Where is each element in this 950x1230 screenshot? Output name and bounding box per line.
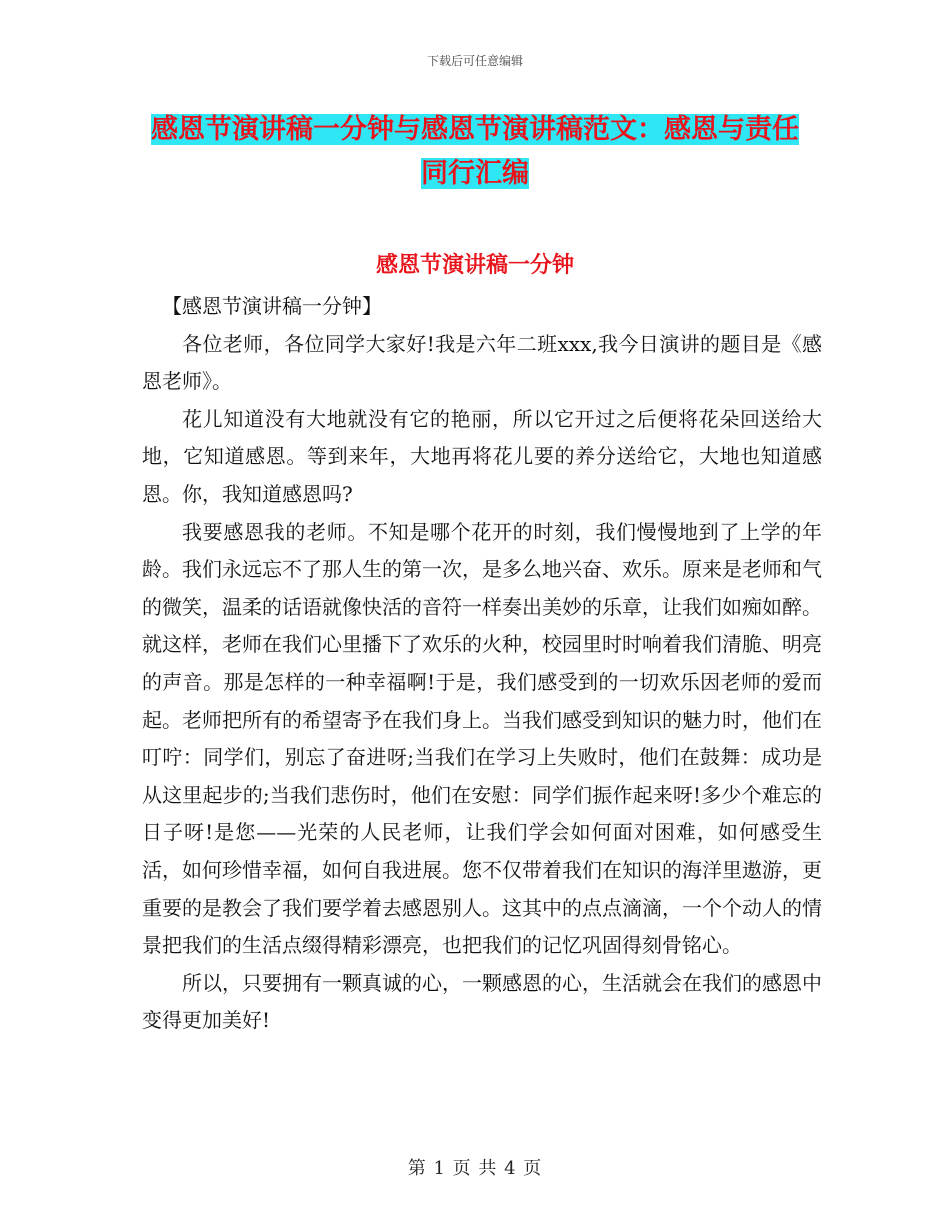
paragraph: 所以，只要拥有一颗真诚的心，一颗感恩的心，生活就会在我们的感恩中变得更加美好!: [142, 970, 822, 1033]
document-title: [140, 108, 810, 196]
section-heading: 感恩节演讲稿一分钟: [375, 252, 574, 278]
paragraph: 花儿知道没有大地就没有它的艳丽，所以它开过之后便将花朵回送给大地，它知道感恩。等到来年，大地再将花儿要的养分送给它，大地也知道感恩。你，我知道感恩吗?: [142, 406, 822, 506]
page-number-footer: 第 1 页 共 4 页: [407, 1158, 543, 1179]
paragraph: 【感恩节演讲稿一分钟】: [162, 294, 382, 318]
paragraph: 我要感恩我的老师。不知是哪个花开的时刻，我们慢慢地到了上学的年龄。我们永远忘不了那人生的第一次，是多么地兴奋、欢乐。原来是老师和气的微笑，温柔的话语就像快活的音符一样奏出美妙的乐章，让我们如痴如醉。 就这样，老师在我们心里播下了欢乐的火种，校园里时时响着我们清脆、明亮的声音。那是怎样的一种幸福啊!于是，我们感受到的一切欢乐因老师的爱而起。老师把所有的希望寄予在我们身上。当我们感受到知识的魅力时，他们在叮咛：同学们，别忘了奋进呀;当我们在学习上失败时，他们在鼓舞：成功是从这里起步的;当我们悲伤时，他们在安慰：同学们振作起来呀!多少个难忘的日子呀!是您——光荣的人民老师，让我们学会如何面对困难，如何感受生活，如何珍惜幸福，如何自我进展。您不仅带着我们在知识的海洋里遨游，更重要的是教会了我们要学着去感恩别人。这其中的点点滴滴，一个个动人的情景把我们的生活点缀得精彩漂亮，也把我们的记忆巩固得刻骨铭心。: [142, 519, 822, 958]
document-body: [142, 288, 822, 1040]
paragraph: 各位老师，各位同学大家好!我是六年二班xxx,我今日演讲的题目是《感恩老师》。: [142, 331, 822, 394]
document-title-text: 感恩节演讲稿一分钟与感恩节演讲稿范文：感恩与责任同行汇编: [151, 114, 799, 189]
page-header-note: 下载后可任意编辑: [426, 54, 523, 68]
